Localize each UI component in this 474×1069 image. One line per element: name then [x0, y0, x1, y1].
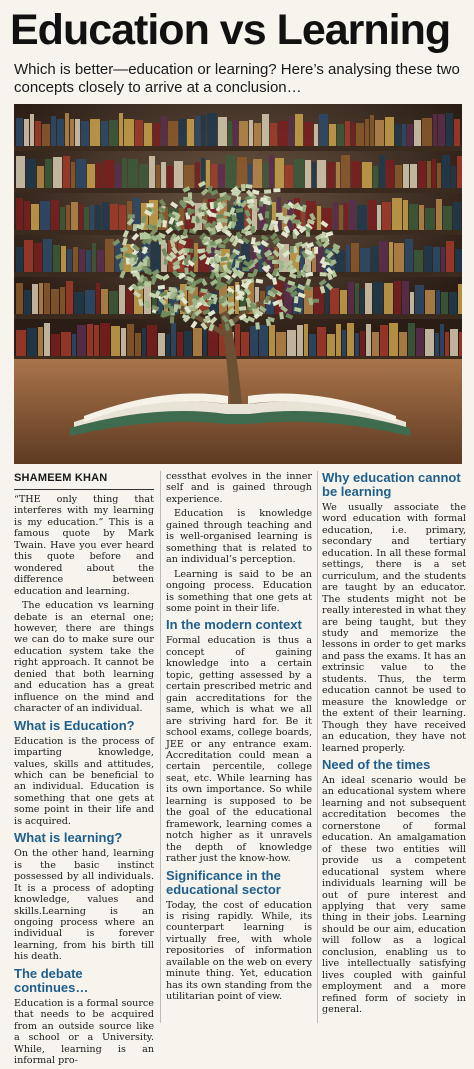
subheading-the-debate: The debate continues…: [14, 965, 89, 995]
paragraph: An ideal scenario would be an educational system where learning and not subsequent accreditation becomes the cornerstone of formal education. An amalgamation of these two entities will provide us a competent educational system where individuals learning will be out of pure interest and applying that very same thing in their jobs. Learning should be our aim, education will follow as a logical conclusion, enabling us to live intellectually satisfying lives coupled with gainful employment and a more refined form of society in general.: [322, 774, 466, 1016]
paragraph: On the other hand, learning is the basic instinct possessed by all individuals. It is a process of adopting knowledge, values and skills.Learning is an ongoing process where an individual is forever learning, from his birth till his death.: [14, 848, 154, 963]
subheading-significance: Significance in the educational sector: [166, 867, 281, 897]
paragraph: “THE only thing that interferes with my learning is my education.” This is a famous quote by Mark Twain. Have you ever heard this quote before and wondered about the difference between education and learning.: [14, 494, 154, 597]
paragraph: Today, the cost of education is rising rapidly. While, its counterpart learning is virtually free, with whole repositories of information available on the web on every minute thing. Yet, education has its own standing from the utilitarian point of view.: [166, 899, 312, 1003]
subheading-what-is-learning: What is learning?: [14, 830, 123, 846]
column-divider: [317, 471, 318, 1023]
column-3: [322, 471, 466, 1018]
paragraph: Education is knowledge gained through teaching and is well-organised learning is something that is related to an individual’s perception.: [166, 508, 312, 566]
subheading-need-of-times: Need of the times: [322, 756, 431, 772]
subheading-what-is-education: What is Education?: [14, 717, 135, 733]
paragraph: We usually associate the word education with formal education, i.e. primary, secondary and tertiary education. In all these formal settings, there is a set curriculum, and the students are taught by an educator. The students might not be really interested in what they are being taught, but they study and memorize the lessons in order to get marks and pass the exams. It has an extrinsic value to the students. Thus, the term education cannot be used to measure the knowledge or the extent of their learning. Though they have received an education, they have not learned properly.: [322, 502, 466, 754]
paragraph: Formal education is thus a concept of gaining knowledge into a certain topic, getting assessed by a certain prescribed metric and gain accreditations for the same, which is what we all are striving hard for. Be it school exams, college boards, JEE or any entrance exam. Accreditation could mean a certain percentile, college seat, etc. While learning has its own importance. So while learning is supposed to be the goal of the educational framework, learning comes a notch higher as it unravels the depth of knowledge rather just the know-how.: [166, 635, 312, 865]
column-2: [166, 471, 312, 1006]
column-1: [14, 471, 154, 1069]
article-photo: [14, 104, 462, 464]
paragraph: Education is a formal source that needs to be acquired from an outside source like a school or a University. While, learning is an informal pro-: [14, 997, 154, 1067]
paragraph: Learning is said to be an ongoing process. Education is something that one gets at some point in their life.: [166, 568, 312, 614]
subheading-why-education: Why education cannot be learning: [322, 470, 461, 499]
column-divider: [160, 471, 161, 1023]
standfirst: Which is better—education or learning? Here’s analysing these two concepts closely to arrive at a conclusion…: [14, 61, 460, 96]
headline: Education vs Learning: [10, 6, 451, 54]
subheading-modern-context: In the modern context: [166, 617, 302, 633]
byline: SHAMEEM KHAN: [14, 471, 154, 490]
paragraph: cessthat evolves in the inner self and is gained through experience.: [166, 471, 312, 505]
paragraph: The education vs learning debate is an eternal one; however, there are things we can do to make sure our education system take the right approach. It cannot be denied that both learning and education has a great influence on the mind and character of an individual.: [14, 600, 154, 715]
paragraph: Education is the process of imparting knowledge, values, skills and attitudes, which can be beneficial to an individual. Education is something that one gets at some point in their life and is acquired.: [14, 735, 154, 827]
